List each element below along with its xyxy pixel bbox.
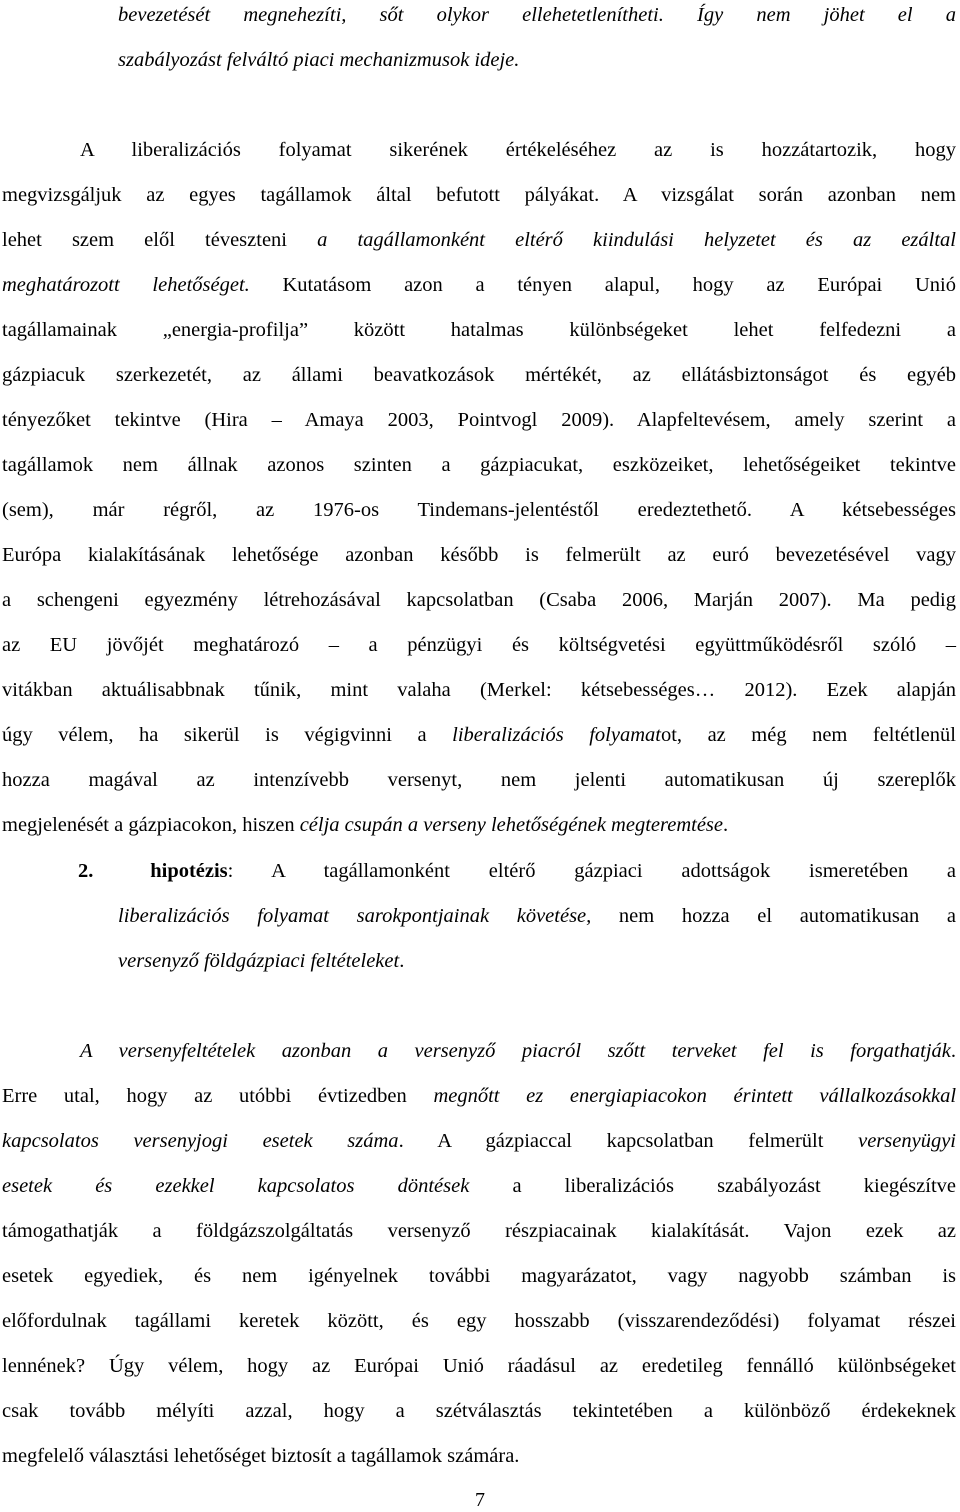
page-number: 7 xyxy=(475,1489,485,1511)
paragraph-1-line xyxy=(2,317,956,343)
paragraph-2-line xyxy=(2,1263,956,1289)
body-text: lennének? Úgy vélem, hogy az Európai Unió ráadásul az eredetileg fennálló különbségeket xyxy=(2,1355,956,1377)
italic-text: célja csupán a verseny lehetőségének megteremtése xyxy=(299,814,723,836)
body-text: támogathatják a földgázszolgáltatás versenyző részpiacainak kialakítását. Vajon ezek az xyxy=(2,1220,956,1242)
body-text: tényezőket tekintve (Hira – Amaya 2003, Pointvogl 2009). Alapfeltevésem, amely szerint a xyxy=(2,409,956,431)
hypothesis-text-1: : A tagállamonként eltérő gázpiaci adottságok ismeretében a xyxy=(227,860,957,882)
paragraph-1-line xyxy=(2,542,956,568)
body-text: Európa kialakításának lehetősége azonban később is felmerült az euró bevezetésével vagy xyxy=(2,544,956,566)
italic-text: A versenyfeltételek azonban a versenyző piacról szőtt terveket fel is forgathatják xyxy=(80,1040,951,1062)
body-text: tagállamok nem állnak azonos szinten a gázpiacukat, eszközeiket, lehetőségeiket tekintve xyxy=(2,454,956,476)
body-text: a schengeni egyezmény létrehozásával kapcsolatban (Csaba 2006, Marján 2007). Ma pedig xyxy=(2,589,956,611)
paragraph-2-line xyxy=(2,1218,956,1244)
hypothesis-text-3: . xyxy=(399,950,405,972)
body-text: előfordulnak tagállami keretek között, és egy hosszabb (visszarendeződési) folyamat részei xyxy=(2,1310,956,1332)
hypothesis-line-3 xyxy=(118,948,956,974)
body-text: A liberalizációs folyamat sikerének értékeléséhez az is hozzátartozik, hogy xyxy=(80,139,956,161)
italic-text: bevezetését megnehezíti, sőt olykor ellehetetlenítheti. Így nem jöhet el a xyxy=(118,4,956,26)
italic-text: piaci mechanizmusok ideje. xyxy=(293,49,520,71)
body-text: megvizsgáljuk az egyes tagállamok által befutott pályákat. A vizsgálat során azonban nem xyxy=(2,184,956,206)
body-text: Erre utal, hogy az utóbbi évtizedben xyxy=(2,1085,434,1107)
body-text: tagállamainak „energia-profilja” között hatalmas különbségeket lehet felfedezni a xyxy=(2,319,956,341)
paragraph-1-line xyxy=(2,452,956,478)
body-text: lehet szem elől téveszteni xyxy=(2,229,318,251)
body-text: . A gázpiaccal kapcsolatban felmerült xyxy=(398,1130,859,1152)
body-text: (sem), már régről, az 1976-os Tindemans-jelentéstől eredeztethető. A kétsebességes xyxy=(2,499,956,521)
hypothesis-italic-2: liberalizációs folyamat sarokpontjainak követése, xyxy=(118,905,592,927)
paragraph-1-line xyxy=(2,812,956,838)
paragraph-1-line xyxy=(2,272,956,298)
body-text: az EU jövőjét meghatározó – a pénzügyi és költségvetési együttműködésről szóló – xyxy=(2,634,956,656)
paragraph-2-line xyxy=(2,1083,956,1109)
italic-text: esetek és ezekkel kapcsolatos döntések xyxy=(2,1175,470,1197)
body-text: esetek egyediek, és nem igényelnek további magyarázatot, vagy nagyobb számban is xyxy=(2,1265,956,1287)
italic-text: meghatározott lehetőséget. xyxy=(2,274,250,296)
paragraph-1-line xyxy=(118,2,956,28)
paragraph-1-line xyxy=(2,407,956,433)
italic-text: a tagállamonként eltérő kiindulási helyzetet és az ezáltal xyxy=(317,229,956,251)
paragraph-2-line xyxy=(2,1308,956,1334)
paragraph-2-line xyxy=(2,1398,956,1424)
paragraph-1-line xyxy=(118,47,956,73)
hypothesis-italic-3: versenyző földgázpiaci feltételeket xyxy=(118,950,400,972)
paragraph-2-line xyxy=(80,1038,956,1064)
hypothesis-line-1 xyxy=(78,858,956,884)
body-text: csak tovább mélyíti azzal, hogy a szétválasztás tekintetében a különböző érdekeknek xyxy=(2,1400,956,1422)
hypothesis-text-2: nem hozza el automatikusan a xyxy=(591,905,956,927)
italic-text: megnőtt ez energiapiacokon érintett vállalkozásokkal xyxy=(433,1085,957,1107)
body-text: megfelelő választási lehetőséget biztosít a tagállamok számára. xyxy=(2,1445,520,1467)
paragraph-2-line xyxy=(2,1173,956,1199)
body-text: úgy vélem, ha sikerül is végigvinni a xyxy=(2,724,453,746)
paragraph-2-line xyxy=(2,1443,956,1469)
body-text: . xyxy=(950,1040,956,1062)
hypothesis-line-2 xyxy=(118,903,956,929)
paragraph-1-line xyxy=(2,587,956,613)
paragraph-1-line xyxy=(2,677,956,703)
paragraph-1-line xyxy=(2,497,956,523)
paragraph-1-line xyxy=(2,722,956,748)
body-text: vitákban aktuálisabbnak tűnik, mint valaha (Merkel: kétsebességes… 2012). Ezek alapján xyxy=(2,679,956,701)
body-text: ot, az még nem feltétlenül xyxy=(660,724,956,746)
body-text: . xyxy=(723,814,729,836)
body-text: a liberalizációs szabályozást kiegészítve xyxy=(469,1175,956,1197)
body-text: gázpiacuk szerkezetét, az állami beavatkozások mértékét, az ellátásbiztonságot és egyéb xyxy=(2,364,956,386)
body-text: hozza magával az intenzívebb versenyt, nem jelenti automatikusan új szereplők xyxy=(2,769,956,791)
paragraph-1-line xyxy=(2,362,956,388)
paragraph-2-line xyxy=(2,1128,956,1154)
italic-text: kapcsolatos versenyjogi esetek száma xyxy=(2,1130,399,1152)
italic-text: szabályozást felváltó xyxy=(118,49,294,71)
body-text: Kutatásom azon a tényen alapul, hogy az Európai Unió xyxy=(249,274,956,296)
body-text: megjelenését a gázpiacokon, hiszen xyxy=(2,814,300,836)
italic-text: liberalizációs folyamat xyxy=(452,724,661,746)
paragraph-1-line xyxy=(2,767,956,793)
italic-text: versenyügyi xyxy=(858,1130,956,1152)
paragraph-1-line xyxy=(2,182,956,208)
hypothesis-keyword: hipotézis xyxy=(150,860,228,882)
paragraph-1-line xyxy=(2,632,956,658)
paragraph-1-line xyxy=(2,227,956,253)
paragraph-1-line xyxy=(80,137,956,163)
paragraph-2-line xyxy=(2,1353,956,1379)
hypothesis-number: 2. xyxy=(78,860,94,882)
